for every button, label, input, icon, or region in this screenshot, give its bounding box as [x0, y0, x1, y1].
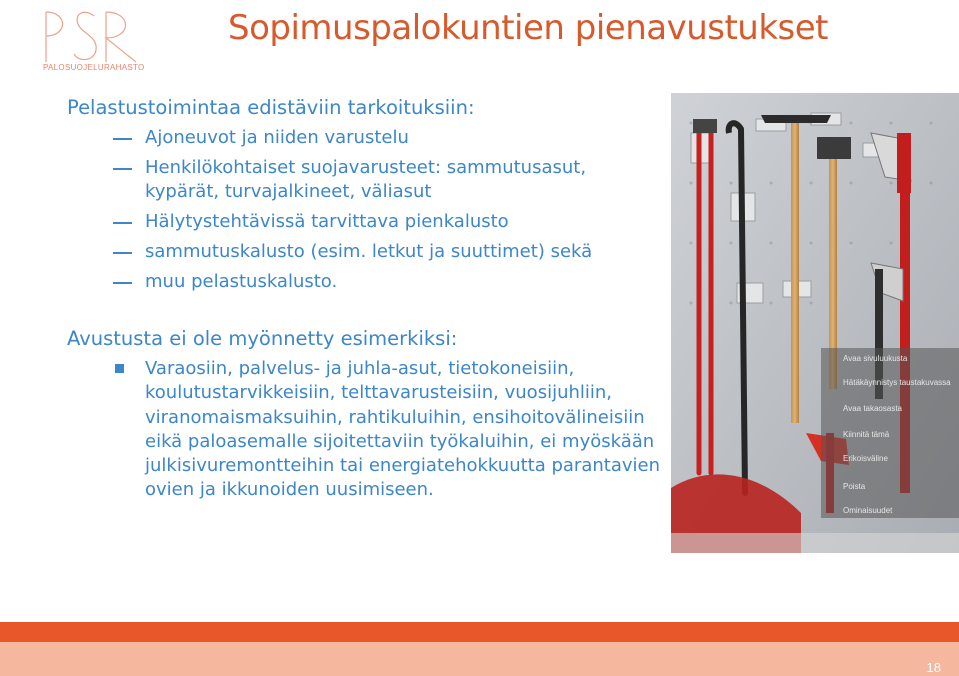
- dash-bullet-icon: [113, 222, 132, 224]
- sticker-line: Avaa sivuluukusta: [843, 354, 908, 363]
- section1-heading: Pelastustoimintaa edistäviin tarkoituksiin:: [67, 96, 475, 119]
- dash-bullet-icon: [113, 138, 132, 140]
- list-item: sammutuskalusto (esim. letkut ja suuttimet) sekä: [110, 240, 650, 264]
- sticker-line: Erikoisväline: [843, 454, 888, 463]
- list-item: muu pelastuskalusto.: [110, 270, 650, 294]
- section1-list: [110, 126, 650, 300]
- sticker-line: Avaa takaosasta: [843, 404, 903, 413]
- sticker-line: Hätäkäynnistys taustakuvassa: [843, 378, 951, 387]
- sticker-line: Ominaisuudet: [843, 506, 893, 515]
- section2-heading: Avustusta ei ole myönnetty esimerkiksi:: [67, 327, 458, 350]
- sticker-line: Poista: [843, 482, 866, 491]
- dash-bullet-icon: [113, 252, 132, 254]
- logo-subtitle: PALOSUOJELURAHASTO: [43, 63, 145, 72]
- page-number: 18: [926, 660, 941, 675]
- square-bullet-icon: [115, 364, 124, 373]
- list-item: Ajoneuvot ja niiden varustelu: [110, 126, 650, 150]
- list-item: Henkilökohtaiset suojavarusteet: sammutusasut, kypärät, turvajalkineet, väliasut: [110, 156, 650, 204]
- slide-title: Sopimuspalokuntien pienavustukset: [228, 8, 828, 48]
- tools-photo: [671, 93, 959, 553]
- dash-bullet-icon: [113, 168, 132, 170]
- list-item: Hälytystehtävissä tarvittava pienkalusto: [110, 210, 650, 234]
- dash-bullet-icon: [113, 282, 132, 284]
- footer-bar-dark: [0, 622, 959, 642]
- section2-paragraph: Varaosiin, palvelus- ja juhla-asut, tietokoneisiin, koulutustarvikkeisiin, telttavarusteisiin, vuosijuhliin, viranomaismaksuihin, rahtikuluihin, ensihoitovälineisiin eikä paloasemalle sijoitettaviin työkaluihin, ei myöskään julkisivuremontteihin tai energiatehokkuutta parantavien ovien ja ikkunoiden uusimiseen.: [145, 358, 660, 501]
- footer-bar-light: [0, 642, 959, 676]
- sticker-line: Kiinnitä tämä: [843, 430, 890, 439]
